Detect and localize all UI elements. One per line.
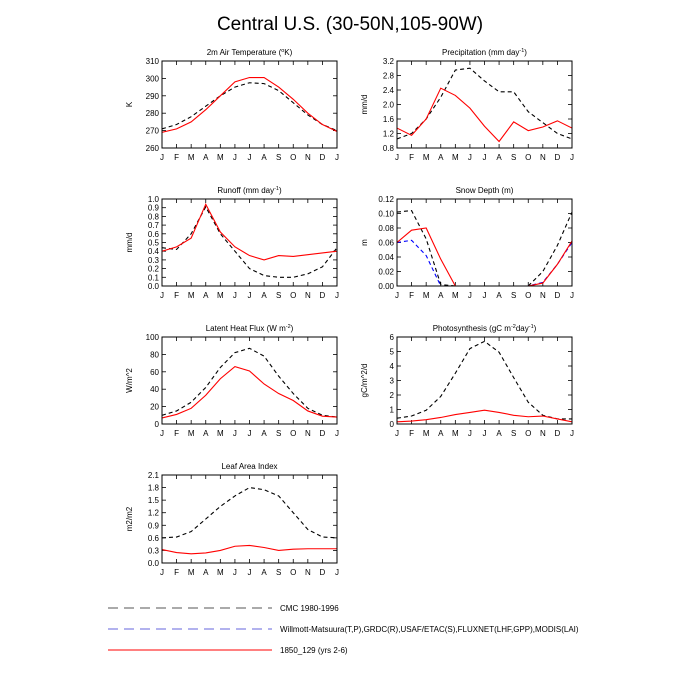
- y-tick-label: 0.1: [147, 273, 159, 283]
- y-tick-label: 0.04: [378, 253, 394, 262]
- series-line-black-dash: [162, 207, 337, 277]
- panel-title-part: day: [515, 324, 529, 333]
- y-tick-label: 0.2: [147, 264, 159, 274]
- legend: [108, 604, 579, 655]
- y-tick-label: 2.0: [382, 100, 394, 110]
- panel-title-superscript: o: [281, 48, 285, 54]
- x-tick-label: A: [496, 429, 502, 438]
- panel-5: [125, 324, 339, 438]
- x-tick-label: J: [247, 153, 252, 162]
- series-line-black-dash: [162, 488, 337, 538]
- y-tick-label: 80: [150, 350, 159, 360]
- x-tick-label: J: [335, 568, 339, 577]
- y-tick-label: 260: [145, 144, 159, 153]
- series-line-black-dash: [397, 341, 572, 419]
- x-tick-label: O: [290, 291, 297, 300]
- y-tick-label: 0: [389, 420, 394, 429]
- x-tick-label: J: [395, 429, 399, 438]
- y-tick-label: 0.6: [147, 229, 159, 239]
- y-tick-label: 0.0: [147, 282, 159, 291]
- x-tick-label: M: [187, 429, 195, 438]
- x-tick-label: J: [570, 291, 574, 300]
- x-tick-label: J: [395, 291, 399, 300]
- y-tick-label: 0.8: [147, 212, 159, 222]
- series-line-black-dash: [162, 348, 337, 417]
- x-tick-label: M: [422, 153, 430, 162]
- y-axis-label: gC/m^2/d: [360, 363, 369, 398]
- y-tick-label: 1.8: [147, 483, 159, 493]
- x-tick-label: A: [496, 291, 502, 300]
- y-tick-label: 100: [145, 333, 159, 342]
- plot-frame: [397, 61, 572, 148]
- x-tick-label: J: [160, 429, 164, 438]
- y-tick-label: 280: [145, 109, 159, 119]
- x-tick-label: A: [261, 429, 267, 438]
- x-tick-label: F: [174, 568, 180, 577]
- legend-label: 1850_129 (yrs 2-6): [280, 646, 348, 655]
- x-tick-label: D: [554, 291, 561, 300]
- panel-title-part: ): [524, 48, 527, 57]
- y-axis-label: mm/d: [125, 232, 134, 253]
- series-group: [162, 488, 337, 554]
- y-tick-label: 4: [389, 362, 394, 371]
- y-tick-label: 290: [145, 91, 159, 101]
- x-tick-label: D: [319, 429, 326, 438]
- x-tick-label: J: [247, 291, 252, 300]
- x-tick-label: A: [438, 429, 444, 438]
- y-axis-label: W/m^2: [125, 368, 134, 393]
- x-tick-label: M: [187, 568, 195, 577]
- plot-frame: [397, 199, 572, 286]
- x-tick-label: A: [496, 153, 502, 162]
- x-tick-label: A: [203, 153, 209, 162]
- plot-frame: [162, 61, 337, 148]
- x-tick-label: A: [261, 291, 267, 300]
- y-tick-label: 0.7: [147, 221, 159, 231]
- y-tick-label: 0: [154, 420, 159, 429]
- y-tick-label: 2.1: [147, 471, 159, 480]
- x-tick-label: A: [261, 153, 267, 162]
- x-tick-label: M: [216, 291, 224, 300]
- panel-title: [206, 324, 294, 333]
- y-tick-label: 20: [150, 402, 159, 412]
- x-tick-label: J: [247, 429, 252, 438]
- panel-1: [125, 48, 339, 162]
- y-tick-label: 1.2: [382, 129, 394, 139]
- x-tick-label: A: [261, 568, 267, 577]
- x-tick-label: J: [232, 568, 237, 577]
- series-line-red: [397, 88, 572, 141]
- series-group: [162, 78, 337, 133]
- panel-title: [442, 48, 527, 57]
- x-tick-label: M: [216, 153, 224, 162]
- y-tick-label: 0.08: [378, 224, 394, 233]
- y-tick-label: 0.12: [378, 195, 394, 204]
- x-tick-label: J: [482, 153, 487, 162]
- x-tick-label: O: [290, 568, 297, 577]
- x-tick-label: D: [319, 291, 326, 300]
- y-tick-label: 60: [150, 367, 159, 377]
- x-tick-label: M: [187, 291, 195, 300]
- y-tick-label: 1.6: [382, 115, 394, 124]
- panel-3: [125, 186, 339, 300]
- series-group: [162, 204, 337, 277]
- panel-title-part: ): [290, 324, 294, 333]
- x-tick-label: M: [451, 429, 459, 438]
- panel-title-part: 2m Air Temperature (: [206, 48, 282, 57]
- x-tick-label: O: [525, 291, 532, 300]
- x-tick-label: D: [319, 153, 326, 162]
- x-tick-label: J: [467, 291, 472, 300]
- series-group: [397, 211, 572, 286]
- x-tick-label: A: [203, 568, 209, 577]
- x-tick-label: A: [203, 291, 209, 300]
- series-line-red: [162, 545, 337, 553]
- x-tick-label: M: [187, 153, 195, 162]
- x-tick-label: A: [438, 291, 444, 300]
- y-tick-label: 0.8: [382, 144, 394, 153]
- x-tick-label: N: [539, 429, 546, 438]
- panel-title-superscript: -1: [528, 324, 534, 330]
- x-tick-label: A: [203, 429, 209, 438]
- x-tick-label: M: [451, 153, 459, 162]
- x-tick-label: J: [395, 153, 399, 162]
- x-tick-label: J: [335, 291, 339, 300]
- x-tick-label: S: [275, 568, 282, 577]
- legend-label: Willmott-Matsuura(T,P),GRDC(R),USAF/ETAC(S),FLUXNET(LHF,GPP),MODIS(LAI): [280, 625, 579, 634]
- series-line-red: [162, 78, 337, 133]
- y-tick-label: 0.10: [378, 209, 394, 219]
- x-tick-label: M: [216, 568, 224, 577]
- x-tick-label: N: [304, 568, 311, 577]
- y-tick-label: 0.06: [378, 238, 394, 248]
- x-tick-label: J: [232, 291, 237, 300]
- x-tick-label: O: [290, 429, 297, 438]
- x-tick-label: F: [174, 291, 180, 300]
- x-tick-label: S: [510, 429, 517, 438]
- panel-2: [360, 48, 574, 162]
- x-tick-label: S: [275, 429, 282, 438]
- y-tick-label: 0.3: [147, 546, 159, 556]
- y-tick-label: 0.6: [147, 533, 159, 543]
- x-tick-label: F: [409, 291, 415, 300]
- x-tick-label: J: [467, 153, 472, 162]
- x-tick-label: J: [160, 291, 164, 300]
- plot-frame: [397, 337, 572, 424]
- y-axis-label: mm/d: [360, 94, 369, 115]
- y-tick-label: 0.5: [147, 238, 159, 248]
- panel-4: [360, 186, 574, 300]
- x-tick-label: O: [525, 153, 532, 162]
- x-tick-label: J: [160, 153, 164, 162]
- panel-title: [433, 324, 537, 333]
- x-tick-label: M: [422, 291, 430, 300]
- y-tick-label: 2: [389, 391, 394, 400]
- panel-title-superscript: -1: [519, 48, 525, 54]
- y-tick-label: 0.9: [147, 521, 159, 531]
- x-tick-label: J: [335, 429, 339, 438]
- panels: [125, 48, 574, 577]
- panel-title-superscript: -2: [285, 324, 291, 330]
- x-tick-label: N: [304, 429, 311, 438]
- panel-title-superscript: -1: [274, 186, 279, 192]
- y-tick-label: 0.4: [147, 247, 159, 257]
- legend-label: CMC 1980-1996: [280, 604, 339, 613]
- panel-title-part: Photosynthesis (gC m: [432, 324, 511, 333]
- y-tick-label: 6: [389, 333, 394, 342]
- panel-title-part: K): [284, 48, 293, 57]
- x-tick-label: M: [422, 429, 430, 438]
- panel-title: [456, 186, 514, 195]
- x-tick-label: D: [554, 153, 561, 162]
- series-line-red: [162, 204, 337, 260]
- y-tick-label: 5: [389, 347, 394, 357]
- x-tick-label: N: [539, 291, 546, 300]
- x-tick-label: J: [482, 291, 487, 300]
- x-tick-label: S: [510, 291, 517, 300]
- y-tick-label: 2.4: [382, 86, 394, 95]
- y-tick-label: 1: [389, 405, 394, 415]
- x-tick-label: J: [570, 429, 574, 438]
- series-group: [397, 68, 572, 141]
- x-tick-label: J: [232, 153, 237, 162]
- y-tick-label: 0.02: [378, 267, 394, 277]
- y-tick-label: 1.2: [147, 508, 159, 518]
- y-tick-label: 300: [145, 74, 159, 84]
- figure-title: Central U.S. (30-50N,105-90W): [216, 14, 484, 35]
- x-tick-label: J: [232, 429, 237, 438]
- panel-title-part: ): [278, 186, 282, 195]
- plot-frame: [162, 475, 337, 563]
- y-tick-label: 1.0: [147, 195, 159, 204]
- panel-title-part: Snow Depth (m): [455, 186, 514, 195]
- x-tick-label: S: [510, 153, 517, 162]
- panel-title-part: Latent Heat Flux (W m: [205, 324, 286, 333]
- x-tick-label: A: [438, 153, 444, 162]
- x-tick-label: J: [160, 568, 164, 577]
- x-tick-label: J: [467, 429, 472, 438]
- panel-title-superscript: -2: [510, 324, 516, 330]
- y-tick-label: 310: [145, 57, 159, 66]
- x-tick-label: O: [290, 153, 297, 162]
- y-tick-label: 1.5: [147, 496, 159, 506]
- series-line-black-dash: [397, 211, 572, 286]
- y-tick-label: 0.0: [147, 559, 159, 568]
- y-tick-label: 270: [145, 126, 159, 136]
- panel-title-part: Runoff (mm day: [217, 186, 275, 195]
- x-tick-label: J: [247, 568, 252, 577]
- x-tick-label: S: [275, 291, 282, 300]
- x-tick-label: J: [335, 153, 339, 162]
- panel-7: [125, 462, 339, 577]
- x-tick-label: D: [319, 568, 326, 577]
- x-tick-label: O: [525, 429, 532, 438]
- x-tick-label: S: [275, 153, 282, 162]
- panel-title: [221, 462, 277, 471]
- x-tick-label: J: [570, 153, 574, 162]
- x-tick-label: F: [174, 153, 180, 162]
- panel-title-part: ): [533, 324, 537, 333]
- x-tick-label: N: [304, 153, 311, 162]
- plot-frame: [162, 337, 337, 424]
- x-tick-label: J: [482, 429, 487, 438]
- x-tick-label: F: [174, 429, 180, 438]
- panel-title: [217, 186, 282, 195]
- y-axis-label: m2/m2: [125, 506, 134, 532]
- series-line-red: [397, 228, 572, 286]
- panel-6: [360, 324, 574, 438]
- panel-title-part: Leaf Area Index: [221, 462, 278, 471]
- x-tick-label: M: [216, 429, 224, 438]
- y-axis-label: K: [125, 101, 134, 108]
- x-tick-label: N: [539, 153, 546, 162]
- series-line-red: [162, 367, 337, 418]
- panel-title: [207, 48, 293, 57]
- x-tick-label: F: [409, 429, 415, 438]
- panel-title-part: Precipitation (mm day: [442, 48, 520, 57]
- y-tick-label: 0.9: [147, 203, 159, 213]
- x-tick-label: F: [409, 153, 415, 162]
- y-tick-label: 3: [389, 376, 394, 386]
- y-tick-label: 0.3: [147, 255, 159, 265]
- y-axis-label: m: [360, 239, 369, 246]
- y-tick-label: 0.00: [378, 282, 394, 291]
- series-line-black-dash: [397, 68, 572, 139]
- x-tick-label: M: [451, 291, 459, 300]
- y-tick-label: 40: [150, 385, 159, 395]
- x-tick-label: N: [304, 291, 311, 300]
- y-tick-label: 3.2: [382, 57, 394, 66]
- x-tick-label: D: [554, 429, 561, 438]
- series-group: [397, 341, 572, 421]
- y-tick-label: 2.8: [382, 71, 394, 81]
- series-group: [162, 348, 337, 418]
